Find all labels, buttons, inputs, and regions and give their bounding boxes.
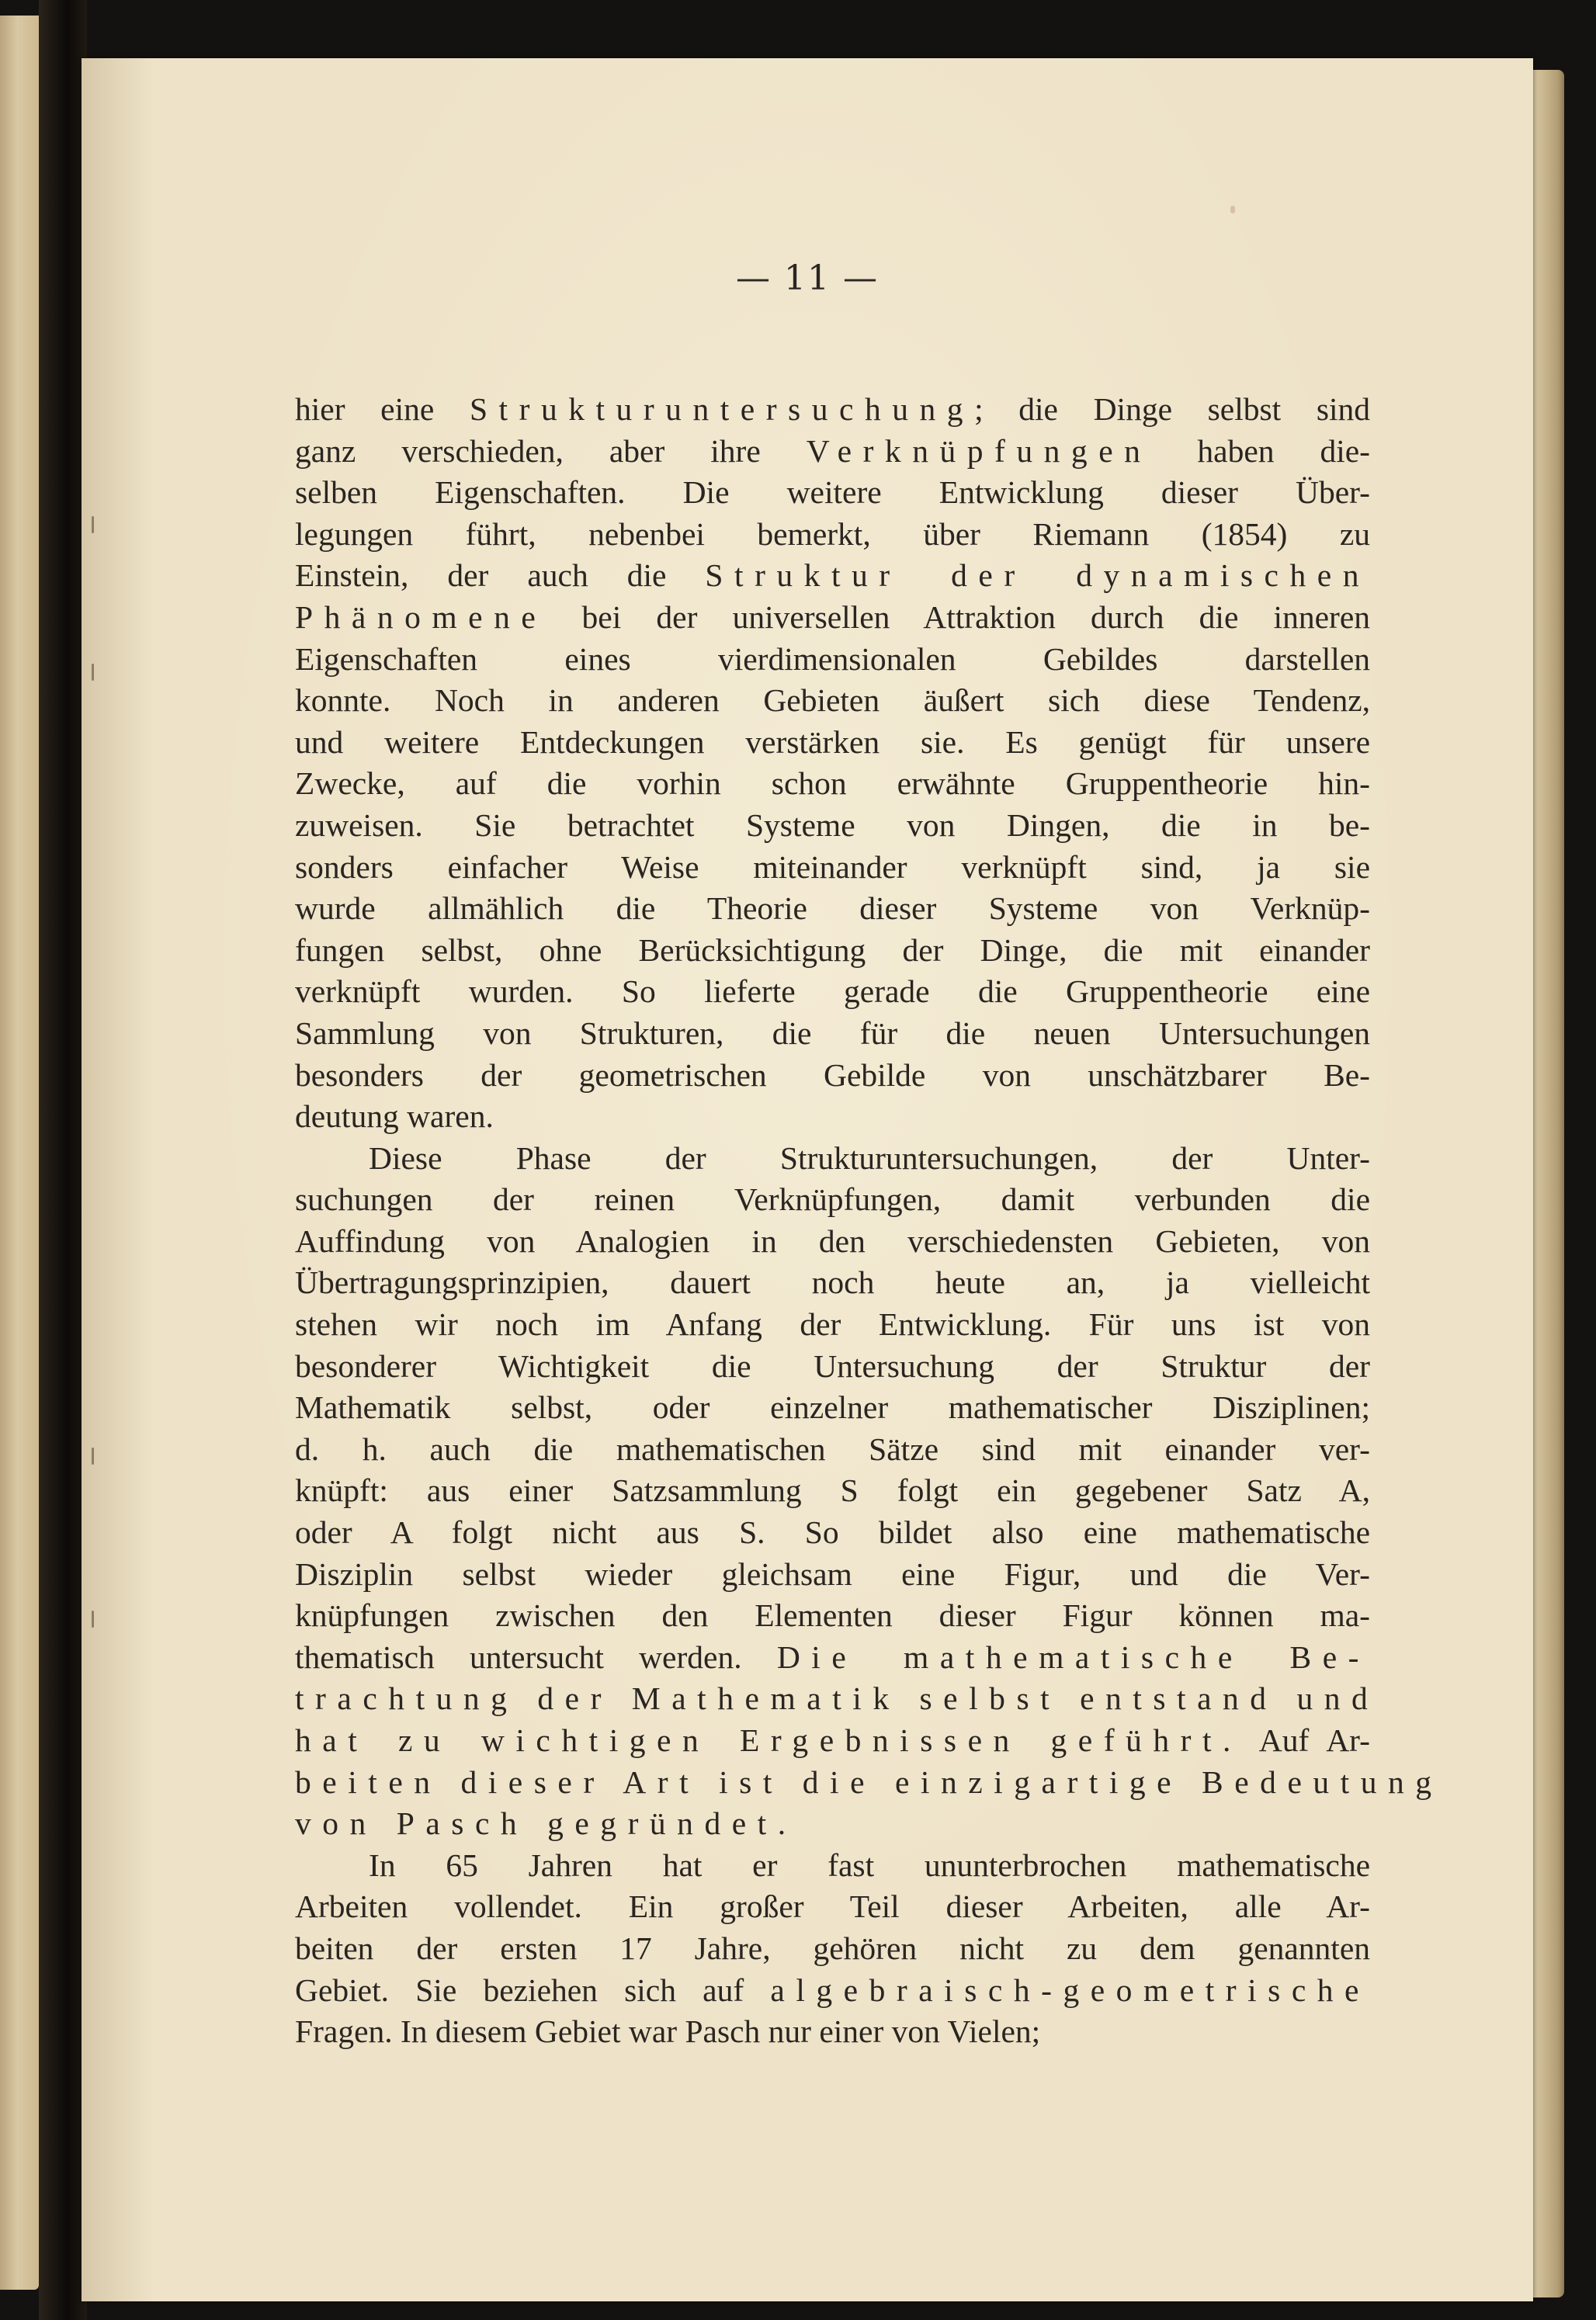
text-line — [295, 971, 1370, 1013]
text-line — [295, 763, 1370, 805]
text-line — [295, 847, 1370, 889]
text-run: Fragen. In diesem Gebiet war Pasch nur einer von Vielen; — [295, 2013, 1041, 2050]
margin-mark — [92, 1448, 94, 1465]
text-run: wurde allmählich die Theorie dieser Systeme von Verknüp- — [295, 890, 1370, 927]
text-run: knüpft: aus einer Satzsammlung S folgt ein gegebener Satz A, — [295, 1472, 1370, 1509]
text-run: Einstein, der auch die — [295, 557, 706, 594]
text-run: Eigenschaften eines vierdimensionalen Gebildes darstellen — [295, 640, 1370, 677]
text-run: suchungen der reinen Verknüpfungen, damit verbunden die — [295, 1181, 1370, 1218]
text-line — [295, 930, 1370, 972]
spaced-emphasis: hat zu wichtigen Ergebnissen geführt. — [295, 1722, 1242, 1758]
text-run: und weitere Entdeckungen verstärken sie. Es genügt für unsere — [295, 723, 1370, 760]
spaced-emphasis: Strukturuntersuchung — [469, 391, 975, 427]
text-line — [295, 1346, 1370, 1388]
text-line — [295, 1387, 1370, 1429]
spaced-emphasis: Die mathematische Be- — [776, 1639, 1371, 1675]
text-line — [295, 1886, 1370, 1928]
text-run: verknüpft wurden. So lieferte gerade die Gruppentheorie eine — [295, 973, 1370, 1010]
text-run: Auf Ar- — [1241, 1722, 1370, 1758]
spaced-emphasis: Struktur der dynamischen — [705, 557, 1370, 594]
text-run: Übertragungsprinzipien, dauert noch heute an, ja vielleicht — [295, 1264, 1370, 1301]
text-line — [295, 680, 1370, 722]
text-run: beiten der ersten 17 Jahre, gehören nicht zu dem genannten — [295, 1930, 1370, 1966]
ink-speck — [1230, 206, 1235, 213]
text-line — [295, 472, 1370, 514]
text-line — [295, 555, 1370, 597]
right-page-edges — [1533, 70, 1564, 2297]
text-run: ganz verschieden, aber ihre — [295, 432, 807, 469]
book-gutter — [39, 0, 87, 2320]
text-run: besonders der geometrischen Gebilde von unschätzbarer Be- — [295, 1056, 1370, 1093]
spaced-emphasis: algebraisch-geometrische — [770, 1971, 1370, 2008]
text-run: Auffindung von Analogien in den verschiedensten Gebieten, von — [295, 1222, 1370, 1259]
margin-mark — [92, 1611, 94, 1628]
text-run: oder A folgt nicht aus S. So bildet also eine mathematische — [295, 1514, 1370, 1551]
spaced-emphasis: Verknüpfungen — [806, 432, 1152, 469]
spaced-emphasis: trachtung der Mathematik selbst entstand und — [295, 1680, 1379, 1717]
text-line — [295, 805, 1370, 847]
text-run: fungen selbst, ohne Berücksichtigung der Dinge, die mit einander — [295, 931, 1370, 968]
text-line — [295, 1096, 1370, 1138]
text-run: Mathematik selbst, oder einzelner mathematischer Disziplinen; — [295, 1389, 1370, 1426]
text-line — [295, 1138, 1370, 1180]
text-run: selben Eigenschaften. Die weitere Entwicklung dieser Über- — [295, 474, 1370, 511]
text-line — [295, 1803, 1370, 1845]
text-run: konnte. Noch in anderen Gebieten äußert sich diese Tendenz, — [295, 682, 1370, 719]
text-line — [295, 1262, 1370, 1304]
text-line — [295, 514, 1370, 556]
text-run: besonderer Wichtigkeit die Untersuchung der Struktur der — [295, 1347, 1370, 1384]
text-run: stehen wir noch im Anfang der Entwicklung. Für uns ist von — [295, 1306, 1370, 1343]
book-page — [82, 58, 1533, 2301]
text-line — [295, 1595, 1370, 1637]
text-line — [295, 639, 1370, 681]
text-run: Diese Phase der Strukturuntersuchungen, der Unter- — [369, 1139, 1370, 1176]
text-line — [295, 722, 1370, 764]
text-line — [295, 597, 1370, 639]
left-page-edge — [0, 16, 39, 2290]
text-run: zuweisen. Sie betrachtet Systeme von Dingen, die in be- — [295, 806, 1370, 843]
text-line — [295, 1512, 1370, 1554]
text-line — [295, 389, 1370, 431]
text-line — [295, 1013, 1370, 1055]
text-line — [295, 1928, 1370, 1970]
text-line — [295, 1554, 1370, 1596]
margin-mark — [92, 516, 94, 533]
text-run: In 65 Jahren hat er fast ununterbrochen mathematische — [369, 1847, 1370, 1883]
spaced-emphasis: Phänomene — [295, 598, 547, 635]
text-run: Disziplin selbst wieder gleichsam eine Figur, und die Ver- — [295, 1555, 1370, 1592]
text-line — [295, 1304, 1370, 1346]
text-run: haben die- — [1151, 432, 1371, 469]
page-number: — 11 — — [736, 258, 879, 298]
text-run: Sammlung von Strukturen, die für die neuen Untersuchungen — [295, 1014, 1370, 1051]
text-run: thematisch untersucht werden. — [295, 1639, 777, 1675]
text-line — [295, 1762, 1443, 1804]
text-run: legungen führt, nebenbei bemerkt, über Riemann (1854) zu — [295, 515, 1370, 552]
spaced-emphasis: beiten dieser Art ist die einzigartige Bedeutung — [295, 1763, 1443, 1800]
text-line — [295, 888, 1370, 930]
text-line — [295, 1678, 1379, 1720]
text-run: ; die Dinge selbst sind — [974, 391, 1370, 427]
text-run: deutung waren. — [295, 1098, 494, 1135]
text-line — [295, 1179, 1370, 1221]
text-line — [295, 1637, 1370, 1679]
text-line — [295, 2011, 1370, 2053]
text-line — [295, 1970, 1370, 2012]
text-run: bei der universellen Attraktion durch die inneren — [546, 598, 1370, 635]
text-run: Zwecke, auf die vorhin schon erwähnte Gruppentheorie hin- — [295, 765, 1370, 802]
text-run: Arbeiten vollendet. Ein großer Teil dieser Arbeiten, alle Ar- — [295, 1888, 1370, 1925]
text-line — [295, 1429, 1370, 1471]
text-run: d. h. auch die mathematischen Sätze sind mit einander ver- — [295, 1430, 1370, 1467]
text-line — [295, 1055, 1370, 1097]
text-line — [295, 1470, 1370, 1512]
spaced-emphasis: von Pasch gegründet. — [295, 1805, 797, 1842]
body-text — [295, 389, 1443, 2053]
text-line — [295, 431, 1370, 473]
text-run: hier eine — [295, 391, 470, 427]
text-run: sonders einfacher Weise miteinander verknüpft sind, ja sie — [295, 848, 1370, 885]
text-run: knüpfungen zwischen den Elementen dieser Figur können ma- — [295, 1597, 1370, 1634]
text-line — [295, 1845, 1370, 1887]
margin-mark — [92, 664, 94, 681]
text-line — [295, 1221, 1370, 1263]
text-run: Gebiet. Sie beziehen sich auf — [295, 1971, 771, 2008]
text-line — [295, 1720, 1370, 1762]
